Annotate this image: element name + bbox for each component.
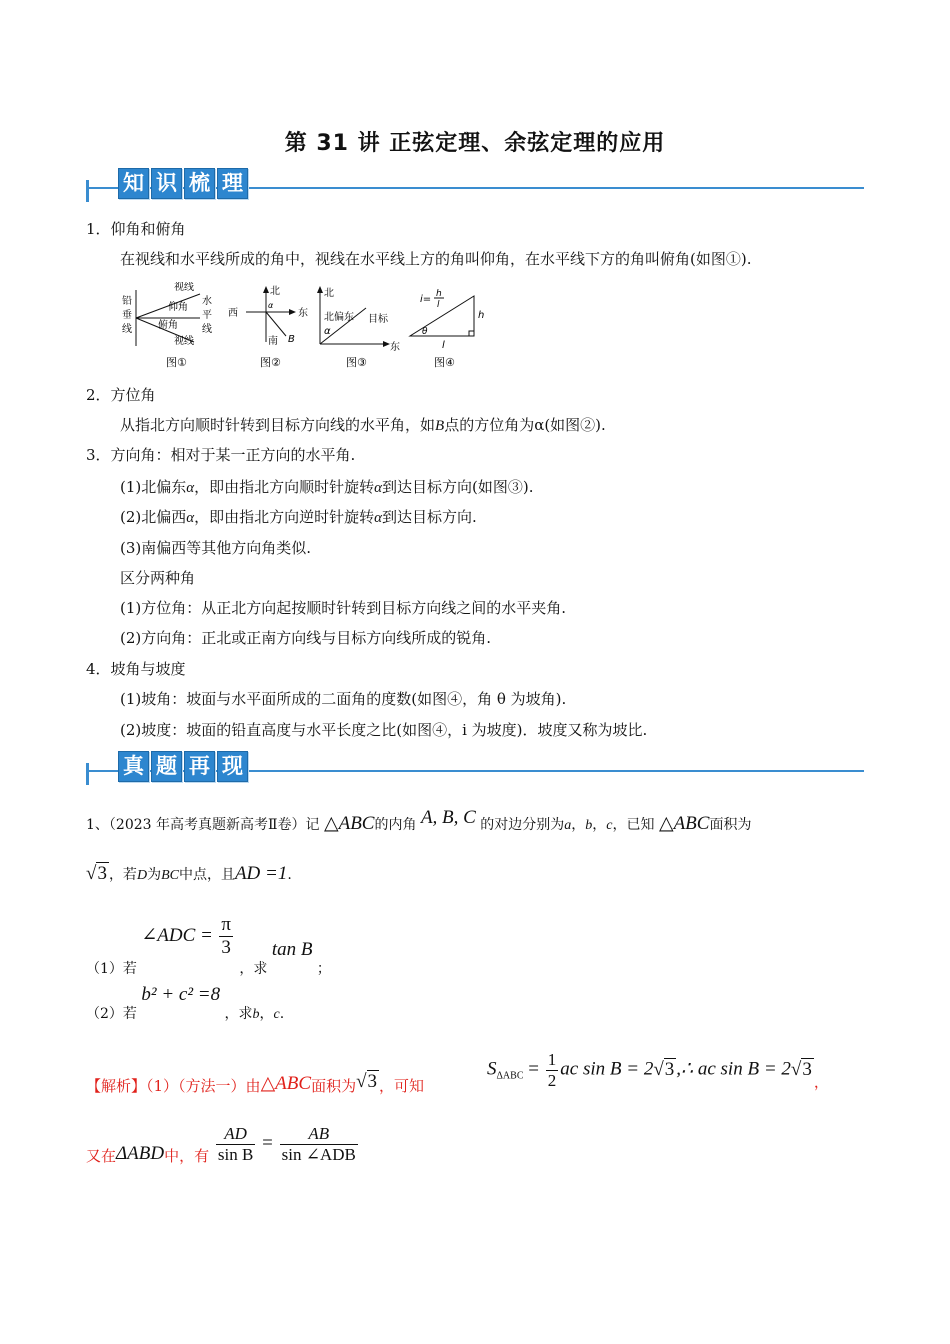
math-angles: A, B, C: [420, 807, 476, 828]
fig1-label: 俯角: [158, 320, 178, 331]
var-alpha: α: [186, 480, 195, 496]
solution-text: 又在: [86, 1146, 117, 1165]
math-ad: AD =1: [234, 863, 288, 884]
text: 的对边分别为: [480, 817, 565, 833]
banner-bar: [86, 763, 89, 785]
fig3-label: 东: [390, 342, 400, 353]
problem-line-2: √3 ，若D为BC中点，且AD =1.: [86, 863, 292, 884]
solution-formula: $S_{\Delta ABC}$ = $\frac{1}{2}$ ac sin B = 2√3 ,∴ ac sin B = 2√3，: [487, 1050, 829, 1091]
fig1-label: 仰角: [168, 302, 188, 313]
figures-row: [118, 282, 498, 374]
fig4-label: i=: [420, 294, 432, 305]
math-tan: tan B: [271, 938, 313, 960]
fig4-label: h: [478, 310, 485, 321]
math-expr: ,∴ ac sin B = 2: [676, 1058, 791, 1080]
math-triangle: △ABC: [323, 813, 375, 834]
var-alpha: α: [374, 480, 383, 496]
math-expr: ac sin B = 2: [560, 1058, 654, 1080]
item-1-heading: 1．仰角和俯角: [86, 220, 186, 238]
text: (2)北偏西: [120, 508, 187, 526]
solution-text: （1）（方法一）由: [146, 1077, 261, 1095]
text: ，求: [224, 1006, 253, 1022]
text: ，若: [108, 867, 137, 883]
var-b: B: [435, 418, 445, 434]
text: 点的方位角为α(如图②).: [444, 416, 606, 434]
item-4-2: (2)坡度：坡面的铅直高度与水平长度之比(如图④，i 为坡度)．坡度又称为坡比.: [120, 721, 648, 739]
fig1-label: 视线: [174, 336, 194, 347]
banner-char: 现: [217, 751, 248, 782]
banner-bar: [86, 180, 89, 202]
fig4-label: h: [436, 289, 442, 299]
text: 为: [147, 867, 162, 883]
banner-char: 识: [151, 168, 182, 199]
text: (1)北偏东: [120, 478, 187, 496]
math-angle: ∠ADC =: [141, 924, 213, 946]
fig3-caption: 图③: [346, 356, 367, 369]
figure-1: [122, 282, 212, 369]
item-3-3: (3)南偏西等其他方向角类似.: [120, 539, 312, 557]
figure-2: [228, 285, 308, 369]
fig2-label: 南: [268, 336, 278, 347]
item-1-body: 在视线和水平线所成的角中，视线在水平线上方的角叫仰角，在水平线下方的角叫俯角(如图①).: [120, 250, 752, 268]
math-fraction-half: [546, 1050, 559, 1091]
text: ，求: [239, 960, 268, 977]
fig3-label: 北: [324, 288, 334, 299]
text: 到达目标方向.: [382, 508, 477, 526]
denominator: 3: [221, 937, 231, 958]
question-2: （2）若 b² + c² =8 ，求b，c.: [86, 984, 285, 1022]
item-3-diff-1: (1)方位角：从正北方向起按顺时针转到目标方向线之间的水平夹角.: [120, 599, 567, 617]
banner-char: 理: [217, 168, 248, 199]
q-label: （1）若: [86, 960, 137, 977]
var: D: [136, 868, 148, 883]
item-2-body: [120, 414, 606, 435]
fig1-label: 视线: [174, 282, 194, 293]
numerator: π: [221, 914, 231, 935]
denominator: sin B: [217, 1145, 254, 1164]
math-fraction-ad: [216, 1124, 255, 1165]
text: ，即由指北方向顺时针旋转: [194, 478, 375, 496]
math-sqrt: 3: [97, 863, 107, 884]
item-4-1: (1)坡角：坡面与水平面所成的二面角的度数(如图④，角 θ 为坡角).: [120, 690, 567, 708]
math-triangle: △ABC: [658, 813, 710, 834]
fig2-caption: 图②: [260, 356, 281, 369]
text: 到达目标方向(如图③).: [382, 478, 534, 496]
section-banner-knowledge: [86, 171, 866, 224]
fig3-label: α: [324, 326, 331, 337]
fig2-label: α: [268, 301, 274, 310]
math-triangle: ΔABD: [116, 1142, 165, 1164]
solution-text: 中，有: [164, 1146, 210, 1165]
question-1: [86, 904, 331, 977]
problem-line-1: 1、（2023 年高考真题新高考Ⅱ卷）记 △ABC的内角 A, B, C 的对边分别为a，b，c，已知 △ABC面积为: [86, 807, 752, 834]
item-3-diff: 区分两种角: [120, 569, 196, 587]
solution-text: ，可知: [379, 1077, 425, 1095]
fig2-label: 西: [228, 308, 238, 319]
math-subscript: ΔABC: [496, 1070, 524, 1082]
item-3-1: [120, 476, 534, 497]
solution-text: ，: [813, 1072, 829, 1091]
figure-3: [317, 286, 400, 369]
text: .: [279, 1006, 285, 1022]
figure-4: [410, 289, 484, 369]
fig2-label: 东: [298, 308, 308, 319]
text: 中点，且: [178, 867, 235, 883]
var: a: [564, 818, 572, 833]
denominator: sin ∠ADB: [281, 1145, 356, 1164]
problem-number: 1、: [86, 817, 109, 833]
item-4-heading: 4．坡角与坡度: [86, 660, 186, 678]
q-label: （2）若: [86, 1006, 137, 1022]
numerator: 1: [547, 1050, 557, 1069]
math-triangle: △ABC: [260, 1073, 312, 1094]
var: c: [606, 818, 613, 833]
banner-char: 知: [118, 168, 149, 199]
text: 的内角: [374, 817, 417, 833]
var-alpha: α: [186, 510, 195, 526]
solution-line-1: 【解析】（1）（方法一）由△ABC面积为√3 ，可知: [86, 1071, 425, 1095]
solution-text: 面积为: [311, 1077, 357, 1095]
denominator: 2: [547, 1071, 557, 1090]
var: b: [252, 1007, 260, 1022]
text: 从指北方向顺时针转到目标方向线的水平角，如: [120, 416, 436, 434]
page-title: 第 31 讲 正弦定理、余弦定理的应用: [284, 131, 666, 156]
banner-char: 再: [184, 751, 215, 782]
fig2-label: B: [288, 334, 295, 345]
banner-char: 题: [151, 751, 182, 782]
fig3-label: 北偏东: [324, 312, 354, 323]
item-2-heading: 2．方位角: [86, 386, 156, 404]
fig4-label: l: [442, 340, 445, 351]
numerator: AD: [216, 1124, 255, 1145]
fig1-label: 平: [202, 310, 212, 321]
fig1-label: 线: [122, 324, 132, 335]
fig4-caption: 图④: [434, 356, 455, 369]
fig2-label: 北: [270, 286, 280, 297]
solution-line-2: 又在ΔABD中，有 $\frac{AD}{\text{sin B}}$ = $\frac{AB}{\text{sin ∠ADB}}$: [86, 1124, 356, 1165]
math-expr: b² + c² =8: [141, 984, 221, 1005]
item-3-diff-2: (2)方向角：正北或正南方向线与目标方向线所成的锐角.: [120, 629, 492, 647]
math-fraction-ab: [280, 1124, 358, 1165]
text: ，已知: [612, 817, 655, 833]
math-S: S: [487, 1058, 497, 1080]
fig1-caption: 图①: [166, 356, 187, 369]
text: ，即由指北方向逆时针旋转: [194, 508, 375, 526]
text: 面积为: [709, 817, 752, 833]
var: c: [273, 1007, 280, 1022]
math-sqrt: 3: [367, 1071, 378, 1092]
banner-char: 真: [118, 751, 149, 782]
fig1-label: 垂: [122, 310, 132, 321]
section-banner-exam: [86, 754, 866, 807]
math-fraction: [219, 914, 233, 959]
var: BC: [161, 868, 179, 883]
fig1-label: 铅: [122, 296, 132, 307]
problem-source: （2023 年高考真题新高考Ⅱ卷）记: [108, 817, 320, 833]
numerator: AB: [280, 1124, 358, 1145]
fig1-label: 线: [202, 324, 212, 335]
math-eq: =: [528, 1058, 539, 1080]
figures-svg: [118, 282, 498, 374]
fig4-label: θ: [422, 327, 428, 337]
item-3-2: [120, 506, 477, 527]
banner-char: 梳: [184, 168, 215, 199]
var-alpha: α: [374, 510, 383, 526]
var: b: [585, 818, 593, 833]
text: ；: [316, 960, 331, 977]
solution-tag: 【解析】: [86, 1077, 147, 1095]
fig1-label: 水: [202, 296, 212, 307]
item-3-heading: 3．方向角：相对于某一正方向的水平角.: [86, 446, 356, 464]
fig4-label: l: [437, 300, 440, 310]
fig3-label: 目标: [368, 314, 388, 325]
